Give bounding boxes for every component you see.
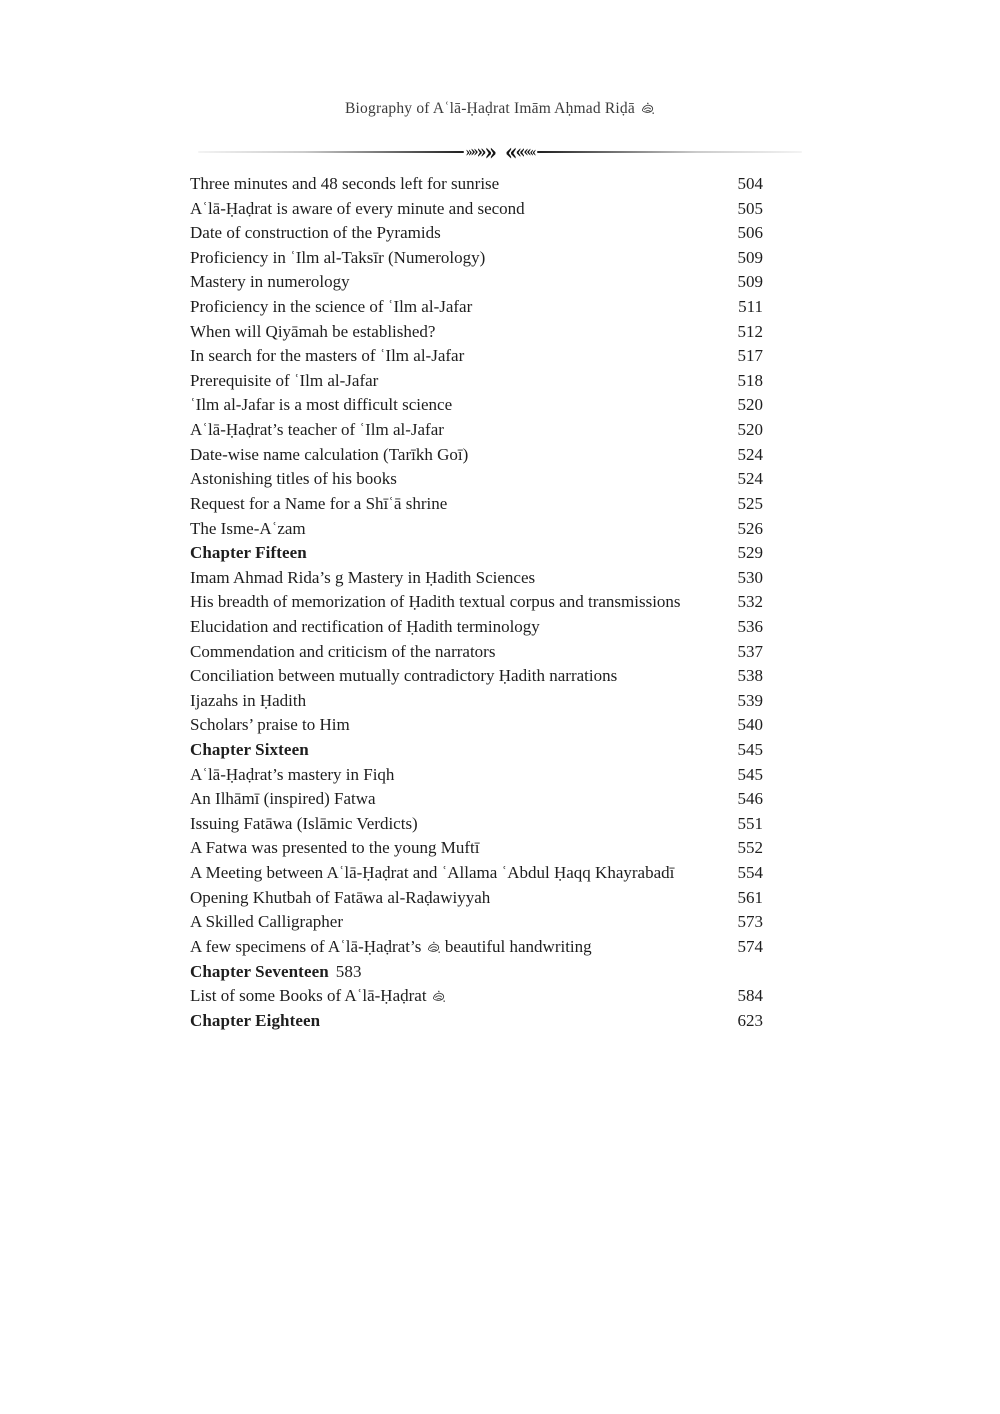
toc-row <box>190 221 763 246</box>
toc-entry-text: List of some Books of Aʿlā-Ḥaḍrat <box>190 986 431 1006</box>
divider-ornament-right <box>505 138 535 166</box>
toc-page-number: 539 <box>737 690 763 710</box>
toc-entry-text: A Fatwa was presented to the young Muftī <box>190 838 480 858</box>
toc-row <box>190 467 763 492</box>
toc-entry-label <box>190 344 728 369</box>
header-honorific-slot <box>635 100 655 117</box>
toc-entry-label <box>190 541 728 566</box>
toc-row <box>190 541 763 566</box>
toc-row <box>190 640 763 665</box>
toc-row <box>190 713 763 738</box>
toc-entry-label <box>190 590 728 615</box>
toc-entry-label <box>190 836 728 861</box>
page-title: Biography of Aʿlā-Ḥaḍrat Imām Aḥmad Riḍā <box>345 100 635 117</box>
toc-entry-text: Elucidation and rectification of Ḥadith terminology <box>190 616 540 636</box>
toc-entry-text: Three minutes and 48 seconds left for sunrise <box>190 174 500 193</box>
toc-row <box>190 787 763 812</box>
toc-page-number: 551 <box>737 813 763 833</box>
toc-row <box>190 960 763 985</box>
toc-row <box>190 197 763 222</box>
toc-entry-label <box>190 615 728 640</box>
toc-row <box>190 1009 763 1034</box>
toc-row <box>190 664 763 689</box>
toc-entry-text: When will Qiyāmah be established? <box>190 321 436 341</box>
toc-entry-label <box>190 787 728 812</box>
toc-entry-text: Proficiency in ʿIlm al-Taksīr (Numerology) <box>190 247 486 267</box>
toc-row <box>190 172 763 197</box>
toc-page-number: 506 <box>737 223 763 243</box>
divider-ornament-left <box>465 138 496 166</box>
toc-page-number: 623 <box>737 1010 763 1030</box>
toc-page-number: 529 <box>737 543 763 563</box>
toc-row <box>190 369 763 394</box>
toc-entry-label <box>190 418 728 443</box>
toc-row <box>190 886 763 911</box>
toc-entry-text: A Meeting between Aʿlā-Ḥaḍrat and ʿAllama ʿAbdul Ḥaqq Khayrabadī <box>190 863 675 883</box>
toc-page-number: 509 <box>737 247 763 267</box>
toc-entry-text: Commendation and criticism of the narrators <box>190 641 496 661</box>
toc-page-number: 536 <box>737 616 763 636</box>
toc-entry-label <box>190 443 728 468</box>
toc-entry-text: Scholars’ praise to Him <box>190 715 350 735</box>
toc-entry-label <box>190 221 728 246</box>
toc-row <box>190 984 763 1009</box>
toc-row <box>190 320 763 345</box>
toc-entry-text: In search for the masters of ʿIlm al-Jafar <box>190 346 465 366</box>
toc-entry-text: Date-wise name calculation (Tarīkh Goī) <box>190 444 469 464</box>
toc-entry-text: An Ilhāmī (inspired) Fatwa <box>190 789 376 809</box>
toc-page-number: 517 <box>737 346 763 366</box>
toc-page-number: 509 <box>737 272 763 292</box>
toc-row <box>190 689 763 714</box>
toc-entry-label <box>190 517 728 542</box>
toc-entry-text: Opening Khutbah of Fatāwa al-Raḍawiyyah <box>190 887 491 907</box>
toc-entry-label <box>190 467 728 492</box>
toc-page-number: 525 <box>737 493 763 513</box>
toc-page-number: 518 <box>737 370 763 390</box>
toc-page-number: 545 <box>737 764 763 784</box>
table-of-contents <box>190 172 763 1033</box>
toc-page-number: 526 <box>737 518 763 538</box>
toc-entry-text: Proficiency in the science of ʿIlm al-Jafar <box>190 297 473 317</box>
toc-page-number: 545 <box>737 740 763 760</box>
divider-chevron: « <box>523 143 530 161</box>
divider-chevron: » <box>476 140 485 163</box>
honorific-icon <box>640 101 655 121</box>
toc-page-number: 511 <box>738 297 763 317</box>
toc-entry-text: Chapter Eighteen <box>190 1010 321 1030</box>
toc-row <box>190 443 763 468</box>
toc-entry-label <box>190 369 728 394</box>
toc-entry-label <box>190 1009 728 1034</box>
toc-page-number: 561 <box>737 887 763 907</box>
toc-page-number: 530 <box>737 567 763 587</box>
toc-entry-label <box>190 492 728 517</box>
toc-page-number: 524 <box>737 469 763 489</box>
toc-entry-label <box>190 393 728 418</box>
divider-chevron: » <box>484 138 495 166</box>
divider-chevron: « <box>529 144 535 160</box>
toc-page-number: 538 <box>737 666 763 686</box>
running-header <box>0 99 1000 119</box>
toc-entry-label <box>190 935 728 960</box>
toc-row <box>190 910 763 935</box>
toc-row <box>190 270 763 295</box>
toc-entry-label <box>190 295 728 320</box>
toc-entry-text: Chapter Sixteen <box>190 740 309 760</box>
toc-page-number: 540 <box>737 715 763 735</box>
toc-page-number: 552 <box>737 838 763 858</box>
toc-entry-label <box>190 960 763 985</box>
divider-chevron: » <box>470 143 477 161</box>
toc-page-number: 504 <box>737 174 763 193</box>
toc-entry-text: ʿIlm al-Jafar is a most difficult science <box>190 395 453 415</box>
toc-page-number: 584 <box>737 986 763 1006</box>
toc-page-number: 520 <box>737 420 763 440</box>
toc-entry-text: beautiful handwriting <box>440 936 592 956</box>
toc-entry-text: Prerequisite of ʿIlm al-Jafar <box>190 370 379 390</box>
toc-entry-text: Chapter Seventeen <box>190 961 329 981</box>
toc-entry-text: Date of construction of the Pyramids <box>190 223 441 243</box>
toc-entry-text: Request for a Name for a Shīʿā shrine <box>190 493 448 513</box>
toc-row <box>190 566 763 591</box>
toc-entry-label <box>190 172 728 197</box>
toc-page-number: 524 <box>737 444 763 464</box>
toc-page-number: 573 <box>737 912 763 932</box>
toc-page-number: 537 <box>737 641 763 661</box>
toc-row <box>190 492 763 517</box>
toc-entry-text: A Skilled Calligrapher <box>190 912 343 932</box>
toc-entry-text: Conciliation between mutually contradictory Ḥadith narrations <box>190 666 618 686</box>
toc-entry-text: Ijazahs in Ḥadith <box>190 690 307 710</box>
toc-page-number: 532 <box>737 592 763 612</box>
toc-row <box>190 344 763 369</box>
toc-entry-label <box>190 738 728 763</box>
toc-entry-text: The Isme-Aʿzam <box>190 518 306 538</box>
toc-entry-label <box>190 763 728 788</box>
toc-entry-label <box>190 713 728 738</box>
toc-row <box>190 836 763 861</box>
toc-page-number: 583 <box>335 961 362 981</box>
toc-entry-label <box>190 812 728 837</box>
toc-row <box>190 615 763 640</box>
toc-page-number: 505 <box>737 198 763 218</box>
toc-entry-label <box>190 910 728 935</box>
toc-entry-text: Aʿlā-Ḥaḍrat is aware of every minute and second <box>190 198 525 218</box>
toc-row <box>190 295 763 320</box>
toc-entry-text: Astonishing titles of his books <box>190 469 397 489</box>
toc-entry-text: Aʿlā-Ḥaḍrat’s mastery in Fiqh <box>190 764 395 784</box>
toc-page-number: 554 <box>737 863 763 883</box>
toc-entry-label <box>190 640 728 665</box>
toc-row <box>190 738 763 763</box>
toc-entry-text: Issuing Fatāwa (Islāmic Verdicts) <box>190 813 418 833</box>
toc-entry-text: His breadth of memorization of Ḥadith textual corpus and transmissions <box>190 592 681 612</box>
toc-entry-label <box>190 984 728 1009</box>
toc-row <box>190 590 763 615</box>
section-divider <box>198 138 802 166</box>
toc-entry-text: Imam Ahmad Rida’s g Mastery in Ḥadith Sciences <box>190 567 536 587</box>
divider-chevron: « <box>515 140 524 163</box>
divider-chevron: « <box>505 138 516 166</box>
toc-entry-label <box>190 861 728 886</box>
toc-entry-label <box>190 566 728 591</box>
toc-entry-text: Mastery in numerology <box>190 272 350 292</box>
toc-entry-label <box>190 664 728 689</box>
toc-entry-text: A few specimens of Aʿlā-Ḥaḍrat’s <box>190 936 426 956</box>
toc-entry-label <box>190 270 728 295</box>
toc-entry-label <box>190 689 728 714</box>
toc-page-number: 574 <box>737 936 763 956</box>
toc-row <box>190 418 763 443</box>
toc-page-number: 512 <box>737 321 763 341</box>
divider-chevron: » <box>465 144 471 160</box>
toc-entry-label <box>190 197 728 222</box>
toc-entry-text: Aʿlā-Ḥaḍrat’s teacher of ʿIlm al-Jafar <box>190 420 444 440</box>
honorific-icon <box>426 937 441 962</box>
toc-row <box>190 517 763 542</box>
toc-entry-text: Chapter Fifteen <box>190 543 307 563</box>
toc-row <box>190 393 763 418</box>
toc-row <box>190 935 763 960</box>
toc-entry-label <box>190 886 728 911</box>
toc-page-number: 546 <box>737 789 763 809</box>
toc-row <box>190 861 763 886</box>
toc-row <box>190 246 763 271</box>
toc-page-number: 520 <box>737 395 763 415</box>
toc-entry-label <box>190 246 728 271</box>
toc-row <box>190 763 763 788</box>
toc-entry-label <box>190 320 728 345</box>
toc-row <box>190 812 763 837</box>
divider-rule-left <box>198 151 464 153</box>
honorific-icon <box>431 986 446 1011</box>
divider-rule-right <box>537 151 803 153</box>
